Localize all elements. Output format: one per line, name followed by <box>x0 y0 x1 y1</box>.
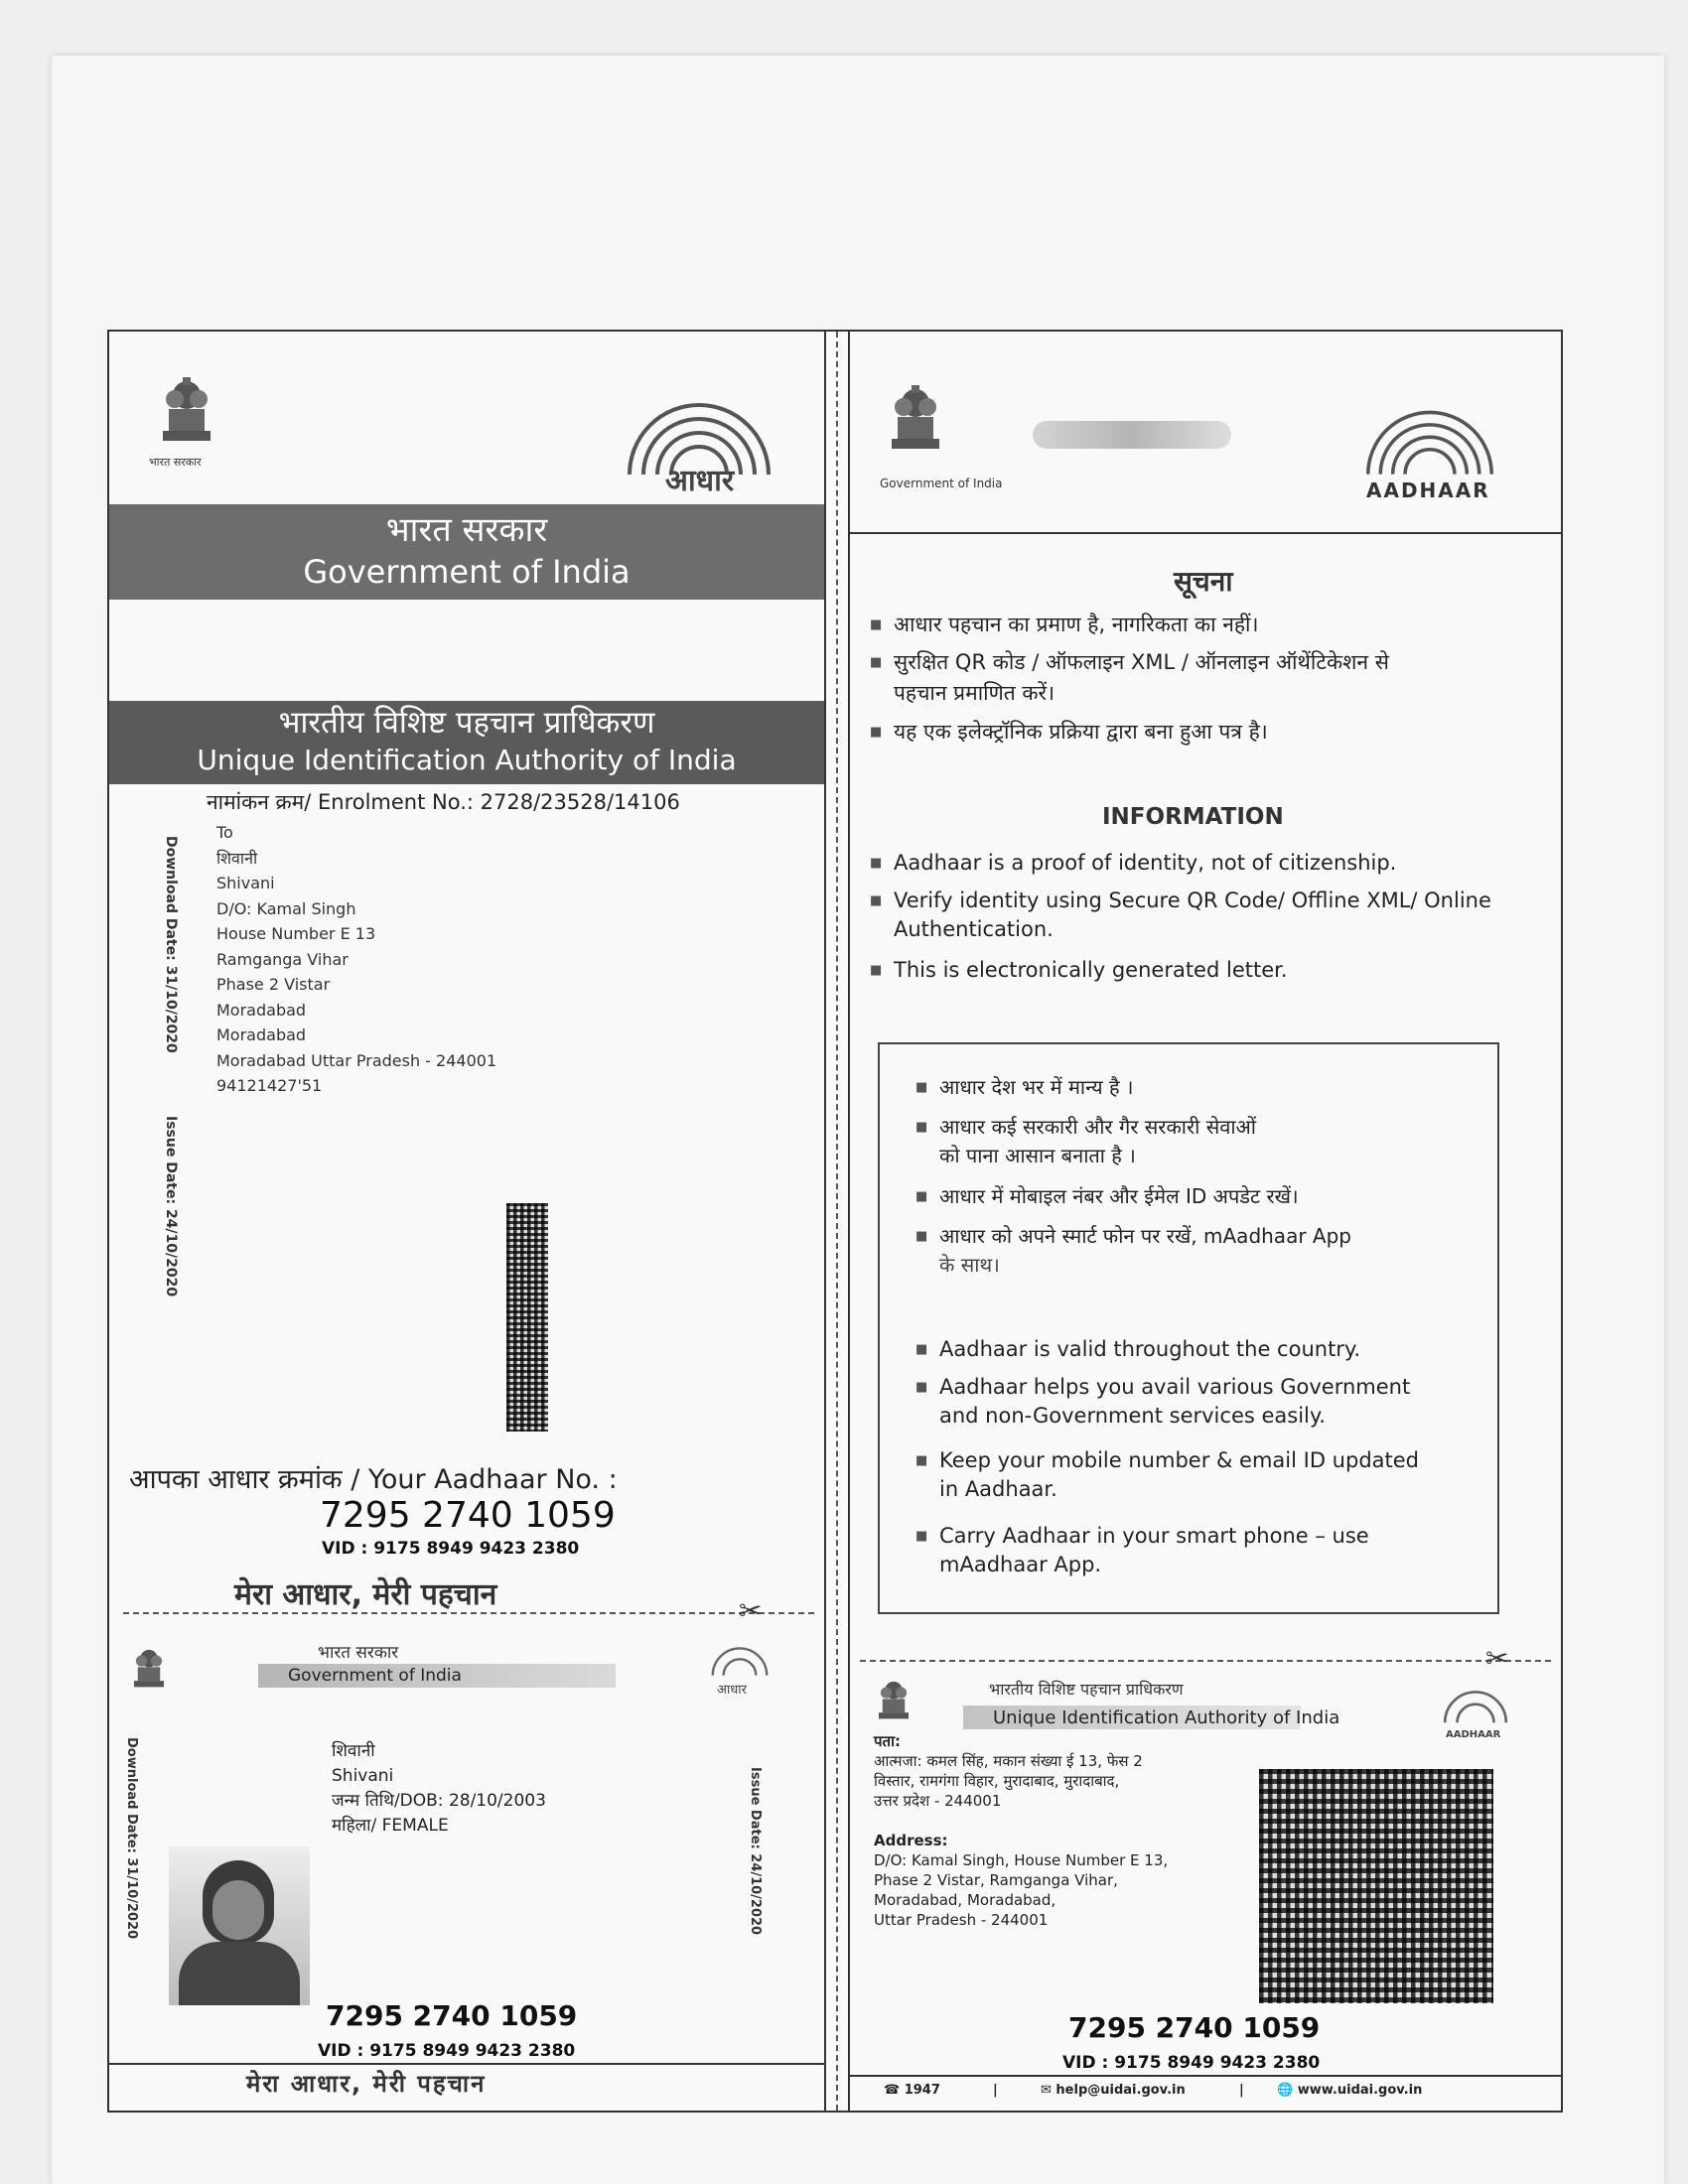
hindi-address-line: आत्मजा: कमल सिंह, मकान संख्या ई 13, फेस 2 <box>874 1752 1143 1770</box>
box-english-cont: and non-Government services easily. <box>939 1404 1326 1428</box>
uidai-band <box>109 701 824 784</box>
your-aadhaar-label: आपका आधार क्रमांक / Your Aadhaar No. : <box>129 1464 618 1495</box>
card-vid-number: VID : 9175 8949 9423 2380 <box>1062 2053 1321 2073</box>
email-address: help@uidai.gov.in <box>1055 2083 1186 2098</box>
cut-line-right <box>860 1660 1551 1662</box>
card-rule <box>109 2063 824 2065</box>
box-hindi-point: ■ आधार को अपने स्मार्ट फोन पर रखें, mAadhaar App <box>939 1221 1351 1252</box>
address-line: D/O: Kamal Singh <box>216 898 356 918</box>
header-rule <box>850 532 1561 534</box>
hindi-address-line: उत्तर प्रदेश - 244001 <box>874 1792 1002 1810</box>
national-emblem-icon <box>129 1642 169 1694</box>
aadhaar-logo-text: AADHAAR <box>1446 1729 1501 1740</box>
address-line: Phase 2 Vistar <box>216 975 331 994</box>
address-line: Shivani <box>216 874 275 892</box>
separator: | <box>993 2083 998 2098</box>
english-point: ■ This is electronically generated letter. <box>894 955 1288 986</box>
vid-number: VID : 9175 8949 9423 2380 <box>322 1539 580 1559</box>
redacted-strip <box>1033 421 1231 449</box>
card-aadhaar-number: 7295 2740 1059 <box>1068 2011 1321 2044</box>
card-gov-english: Government of India <box>288 1666 462 1686</box>
aadhaar-logo-text: AADHAAR <box>1366 478 1490 502</box>
box-english-point: ■ Aadhaar helps you avail various Government <box>939 1372 1410 1403</box>
national-emblem-icon <box>874 1674 914 1725</box>
english-address-block <box>874 1831 1168 1930</box>
national-emblem-icon <box>155 369 218 451</box>
box-english-point: ■ Keep your mobile number & email ID updated <box>939 1445 1419 1476</box>
name-english: Shivani <box>332 1766 394 1786</box>
card-uidai-hindi: भारतीय विशिष्ट पहचान प्राधिकरण <box>989 1680 1184 1699</box>
box-hindi-point: ■ आधार कई सरकारी और गैर सरकारी सेवाओं <box>939 1112 1256 1143</box>
photo <box>169 1846 310 2005</box>
issue-date: Issue Date: 24/10/2020 <box>163 1116 179 1297</box>
card-issue-date: Issue Date: 24/10/2020 <box>748 1767 763 1936</box>
hindi-point-cont: पहचान प्रमाणित करें। <box>894 681 1055 705</box>
english-address-line: Uttar Pradesh - 244001 <box>874 1911 1049 1929</box>
national-emblem-icon <box>884 377 947 459</box>
globe-icon: 🌐 <box>1277 2083 1298 2098</box>
address-line: Moradabad <box>216 1025 307 1044</box>
qr-code <box>1259 1769 1493 2003</box>
box-english-point: ■ Aadhaar is valid throughout the country. <box>939 1334 1360 1365</box>
aadhaar-logo-text: आधार <box>665 464 735 498</box>
hindi-address-block <box>874 1731 1143 1811</box>
helpline-number: 1947 <box>904 2083 940 2098</box>
card-slogan: मेरा आधार, मेरी पहचान <box>246 2070 487 2098</box>
phone-icon: ☎ <box>884 2083 905 2098</box>
card-uidai-english: Unique Identification Authority of India <box>993 1707 1340 1728</box>
address-line: To <box>216 823 233 842</box>
box-english-cont: in Aadhaar. <box>939 1477 1057 1501</box>
card-aadhaar-number: 7295 2740 1059 <box>326 1999 578 2032</box>
box-english-cont: mAadhaar App. <box>939 1553 1102 1576</box>
enrolment-number: नामांकन क्रम/ Enrolment No.: 2728/23528/14106 <box>207 790 680 814</box>
hindi-point: ■ आधार पहचान का प्रमाण है, नागरिकता का नहीं। <box>894 610 1258 640</box>
aadhaar-number: 7295 2740 1059 <box>320 1495 616 1536</box>
slogan: मेरा आधार, मेरी पहचान <box>234 1577 497 1612</box>
box-english-point: ■ Carry Aadhaar in your smart phone – use <box>939 1521 1369 1552</box>
email[interactable] <box>1041 2083 1186 2098</box>
aadhaar-logo-text: आधार <box>717 1683 747 1698</box>
barcode <box>506 1203 548 1432</box>
name-hindi: शिवानी <box>332 1741 375 1761</box>
band-title-english: Government of India <box>303 553 631 591</box>
card-vid-number: VID : 9175 8949 9423 2380 <box>318 2041 576 2061</box>
government-band <box>109 504 824 600</box>
aadhaar-logo-icon <box>1436 1688 1515 1731</box>
date-of-birth: जन्म तिथि/DOB: 28/10/2003 <box>332 1791 546 1811</box>
scissors-icon: ✂ <box>739 1594 763 1627</box>
card-gov-hindi: भारत सरकार <box>318 1643 399 1663</box>
address-line: House Number E 13 <box>216 924 376 943</box>
uidai-title-hindi: भारतीय विशिष्ट पहचान प्राधिकरण <box>278 705 655 741</box>
english-point-cont: Authentication. <box>894 917 1054 941</box>
address-line: Moradabad <box>216 1000 307 1020</box>
information-heading: INFORMATION <box>1102 804 1284 830</box>
address-label: Address: <box>874 1832 948 1849</box>
card-rule <box>850 2075 1561 2077</box>
english-address-line: Moradabad, Moradabad, <box>874 1891 1056 1909</box>
address-line: Ramganga Vihar <box>216 949 349 969</box>
address-line: 94121427'51 <box>216 1076 323 1095</box>
english-address-line: D/O: Kamal Singh, House Number E 13, <box>874 1851 1169 1869</box>
pata-label: पता: <box>874 1732 901 1750</box>
box-hindi-point: ■ आधार में मोबाइल नंबर और ईमेल ID अपडेट रखें। <box>939 1181 1299 1212</box>
emblem-caption: Government of India <box>880 477 1003 490</box>
hindi-point: ■ सुरक्षित QR कोड / ऑफलाइन XML / ऑनलाइन ऑथेंटिकेशन से <box>894 647 1389 678</box>
suchna-heading: सूचना <box>1174 565 1233 598</box>
box-hindi-cont: को पाना आसान बनाता है । <box>939 1144 1136 1167</box>
website-url: www.uidai.gov.in <box>1297 2083 1423 2098</box>
band-title-hindi: भारत सरकार <box>385 510 548 550</box>
separator: | <box>1239 2083 1244 2098</box>
cut-line-left <box>123 1612 814 1614</box>
box-hindi-point: ■ आधार देश भर में मान्य है । <box>939 1072 1134 1103</box>
aadhaar-letter <box>107 330 1563 2113</box>
uidai-title-english: Unique Identification Authority of India <box>197 744 737 776</box>
mail-icon: ✉ <box>1041 2083 1056 2098</box>
helpline <box>884 2083 940 2098</box>
card-holder-info <box>332 1739 546 1839</box>
english-point: ■ Verify identity using Secure QR Code/ Offline XML/ Online <box>894 886 1491 916</box>
website[interactable] <box>1277 2083 1422 2098</box>
gender: महिला/ FEMALE <box>332 1816 449 1836</box>
recipient-address <box>216 820 496 1099</box>
card-download-date: Download Date: 31/10/2020 <box>124 1737 139 1940</box>
info-box <box>878 1042 1499 1614</box>
english-address-line: Phase 2 Vistar, Ramganga Vihar, <box>874 1871 1118 1889</box>
address-line: Moradabad Uttar Pradesh - 244001 <box>216 1050 497 1070</box>
cut-line-vertical <box>824 332 850 2111</box>
scissors-icon: ✂ <box>1485 1642 1509 1675</box>
english-point: ■ Aadhaar is a proof of identity, not of citizenship. <box>894 848 1396 879</box>
download-date: Download Date: 31/10/2020 <box>163 836 179 1053</box>
hindi-point: ■ यह एक इलेक्ट्रॉनिक प्रक्रिया द्वारा बना हुआ पत्र है। <box>894 717 1268 748</box>
emblem-caption: भारत सरकार <box>149 456 202 469</box>
box-hindi-cont: के साथ। <box>939 1253 1000 1277</box>
aadhaar-logo-icon <box>705 1644 774 1684</box>
hindi-address-line: विस्तार, रामगंगा विहार, मुरादाबाद, मुरादाबाद, <box>874 1772 1120 1790</box>
address-line: शिवानी <box>216 848 258 868</box>
